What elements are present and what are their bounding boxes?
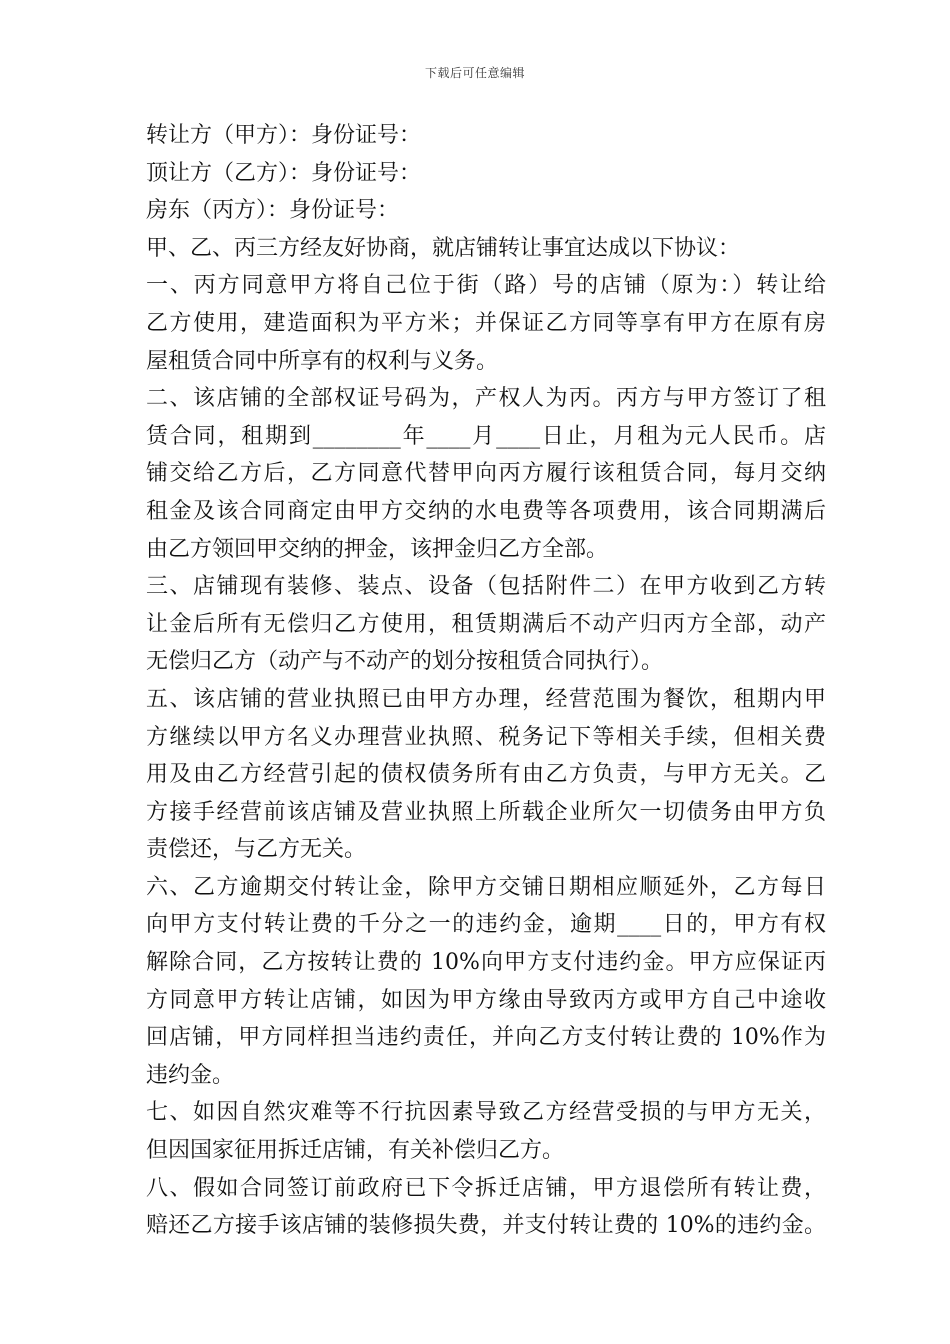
document-line: 方同意甲方转让店铺，如因为甲方缘由导致丙方或甲方自己中途收 <box>146 987 826 1013</box>
document-line: 由乙方领回甲交纳的押金，该押金归乙方全部。 <box>146 536 609 562</box>
document-line: 顶让方（乙方）：身份证号： <box>146 160 422 186</box>
document-line: 回店铺，甲方同样担当违约责任，并向乙方支付转让费的 10%作为 <box>146 1025 826 1051</box>
document-line: 解除合同，乙方按转让费的 10%向甲方支付违约金。甲方应保证丙 <box>146 950 826 976</box>
document-line: 向甲方支付转让费的千分之一的违约金，逾期____日的，甲方有权 <box>146 912 826 938</box>
document-line: 三、店铺现有装修、装点、设备（包括附件二）在甲方收到乙方转 <box>146 574 826 600</box>
document-line: 赔还乙方接手该店铺的装修损失费，并支付转让费的 10%的违约金。 <box>146 1213 826 1239</box>
document-line: 甲、乙、丙三方经友好协商，就店铺转让事宜达成以下协议： <box>146 235 741 261</box>
document-line: 房东（丙方）：身份证号： <box>146 198 400 224</box>
document-line: 让金后所有无偿归乙方使用，租赁期满后不动产归丙方全部，动产 <box>146 611 826 637</box>
document-line: 但因国家征用拆迁店铺，有关补偿归乙方。 <box>146 1138 565 1164</box>
document-line: 七、如因自然灾难等不行抗因素导致乙方经营受损的与甲方无关， <box>146 1100 826 1126</box>
document-line: 屋租赁合同中所享有的权利与义务。 <box>146 348 499 374</box>
document-line: 违约金。 <box>146 1062 235 1088</box>
document-line: 租金及该合同商定由甲方交纳的水电费等各项费用，该合同期满后 <box>146 498 826 524</box>
page-header: 下载后可任意编辑 <box>424 66 525 80</box>
document-line: 责偿还，与乙方无关。 <box>146 837 367 863</box>
document-line: 用及由乙方经营引起的债权债务所有由乙方负责，与甲方无关。乙 <box>146 762 826 788</box>
document-line: 二、该店铺的全部权证号码为，产权人为丙。丙方与甲方签订了租 <box>146 386 826 412</box>
document-line: 方接手经营前该店铺及营业执照上所载企业所欠一切债务由甲方负 <box>146 799 826 825</box>
document-line: 方继续以甲方名义办理营业执照、税务记下等相关手续，但相关费 <box>146 724 826 750</box>
document-line: 一、丙方同意甲方将自己位于街（路）号的店铺（原为：）转让给 <box>146 273 826 299</box>
document-line: 六、乙方逾期交付转让金，除甲方交铺日期相应顺延外，乙方每日 <box>146 874 826 900</box>
document-line: 转让方（甲方）：身份证号： <box>146 123 422 148</box>
document-body <box>146 117 826 1245</box>
document-line: 铺交给乙方后，乙方同意代替甲向丙方履行该租赁合同，每月交纳 <box>146 461 826 487</box>
document-line: 八、假如合同签订前政府已下令拆迁店铺，甲方退偿所有转让费， <box>146 1175 826 1201</box>
document-line: 赁合同，租期到________年____月____日止，月租为元人民币。店 <box>146 423 826 449</box>
document-line: 无偿归乙方（动产与不动产的划分按租赁合同执行）。 <box>146 649 664 675</box>
document-line: 五、该店铺的营业执照已由甲方办理，经营范围为餐饮，租期内甲 <box>146 686 826 712</box>
document-line: 乙方使用，建造面积为平方米；并保证乙方同等享有甲方在原有房 <box>146 310 826 336</box>
